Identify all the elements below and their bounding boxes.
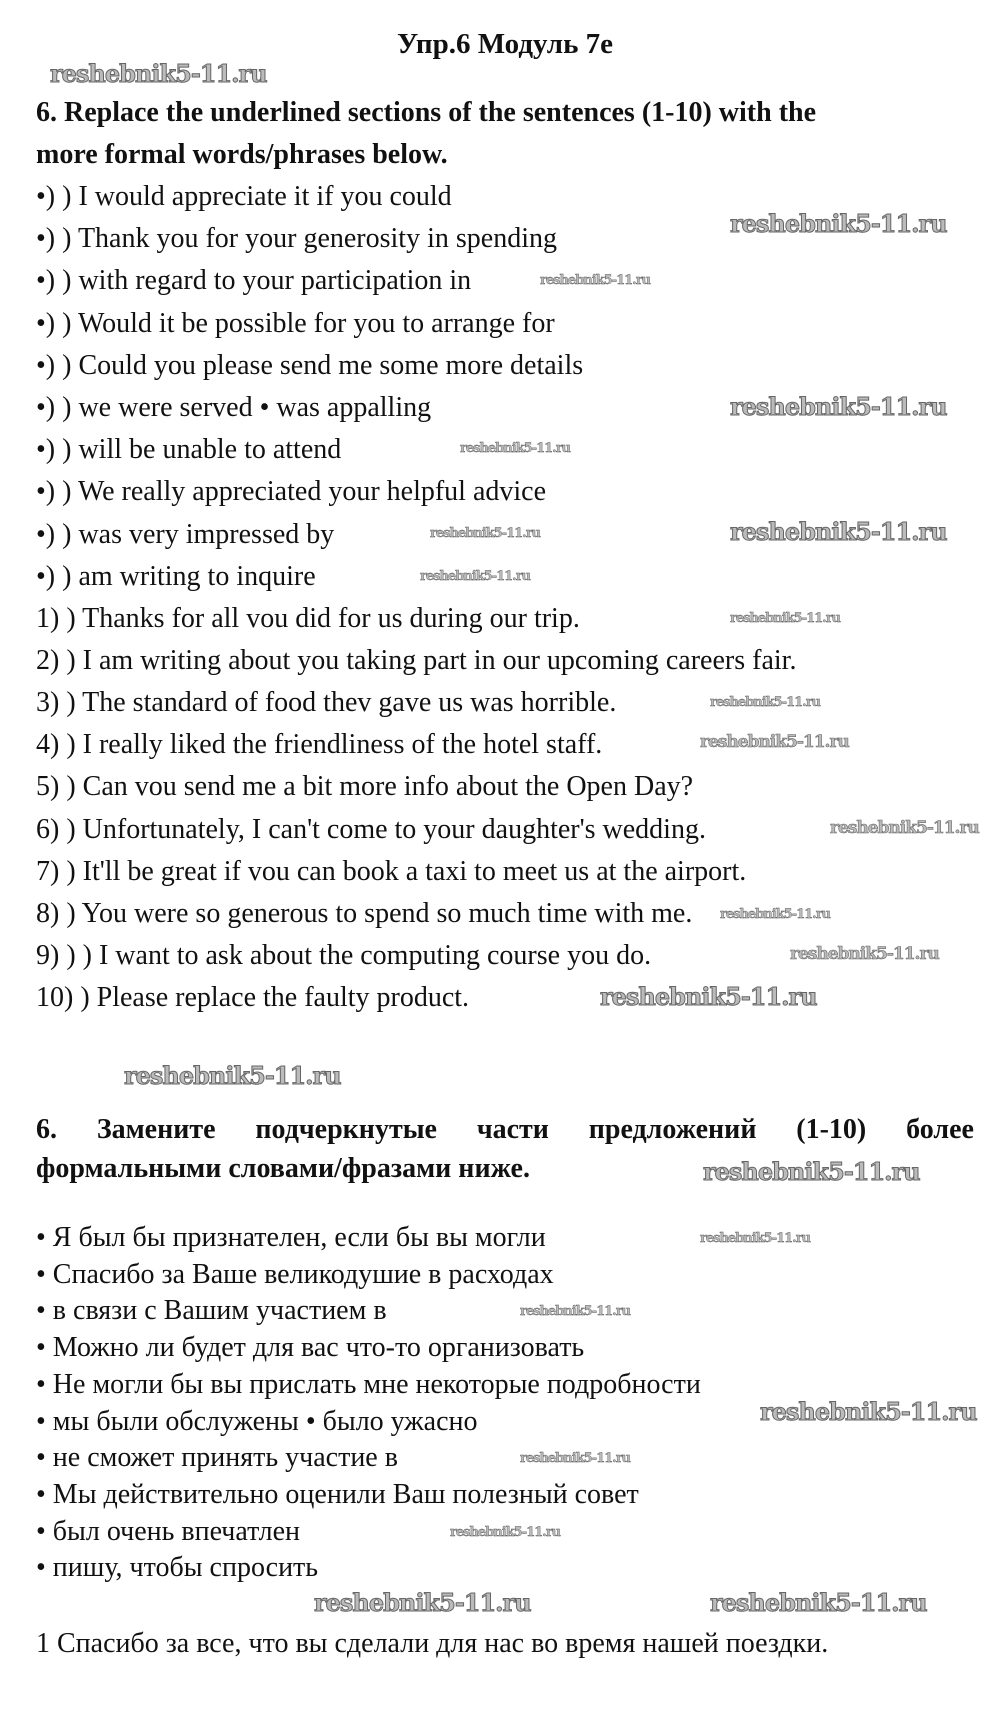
phrase-item-ru: • Не могли бы вы прислать мне некоторые подробности <box>36 1368 701 1400</box>
watermark: reshebnik5-11.ru <box>124 1061 341 1090</box>
watermark: reshebnik5-11.ru <box>730 392 947 421</box>
watermark: reshebnik5-11.ru <box>600 982 817 1011</box>
phrase-item: •) ) was very impressed by <box>36 518 335 550</box>
heading-word: 6. <box>36 1114 57 1145</box>
watermark: reshebnik5-11.ru <box>730 209 947 238</box>
watermark: reshebnik5-11.ru <box>710 695 821 710</box>
phrase-item: •) ) with regard to your participation in <box>36 265 472 297</box>
page-title: Упр.6 Модуль 7e <box>396 28 614 60</box>
watermark: reshebnik5-11.ru <box>730 611 841 626</box>
heading-word: (1-10) <box>796 1114 867 1145</box>
phrase-item: •) ) Thank you for your generosity in spending <box>36 223 557 255</box>
sentence-item: 9) ) ) I want to ask about the computing course you do. <box>36 939 652 971</box>
heading-word: части <box>476 1114 549 1145</box>
watermark: reshebnik5-11.ru <box>700 1231 811 1246</box>
phrase-item: •) ) will be unable to attend <box>36 434 342 466</box>
watermark: reshebnik5-11.ru <box>720 907 831 922</box>
watermark: reshebnik5-11.ru <box>700 732 849 752</box>
exercise-heading-ru-line1 <box>36 1110 974 1150</box>
phrase-item: •) ) I would appreciate it if you could <box>36 181 452 212</box>
exercise-heading-en-line2: more formal words/phrases below. <box>36 139 448 170</box>
phrase-item: •) ) am writing to inquire <box>36 560 316 592</box>
watermark: reshebnik5-11.ru <box>520 1451 631 1466</box>
phrase-item: •) ) Would it be possible for you to arrange for <box>36 307 555 339</box>
sentence-item: 7) ) It'll be great if vou can book a taxi to meet us at the airport. <box>36 855 747 887</box>
sentence-item: 3) ) The standard of food thev gave us was horrible. <box>36 687 617 719</box>
phrase-item-ru: • Спасибо за Ваше великодушие в расходах <box>36 1258 554 1290</box>
watermark: reshebnik5-11.ru <box>830 818 979 838</box>
phrase-item: •) ) we were served • was appalling <box>36 392 432 423</box>
sentence-item: 4) ) I really liked the friendliness of the hotel staff. <box>36 729 603 761</box>
phrase-item-ru: • Можно ли будет для вас что-то организовать <box>36 1332 585 1364</box>
translation-sentence-1: 1 Спасибо за все, что вы сделали для нас во время нашей поездки. <box>36 1628 829 1659</box>
phrase-item-ru: • Мы действительно оценили Ваш полезный совет <box>36 1478 639 1510</box>
heading-word: предложений <box>588 1114 757 1145</box>
sentence-item: 2) ) I am writing about you taking part in our upcoming careers fair. <box>36 645 797 677</box>
phrase-item-ru: • пишу, чтобы спросить <box>36 1552 319 1584</box>
sentence-item: 5) ) Can vou send me a bit more info about the Open Day? <box>36 771 694 803</box>
watermark: reshebnik5-11.ru <box>430 526 541 541</box>
phrase-item-ru: • был очень впечатлен <box>36 1515 301 1547</box>
phrase-item: •) ) Could you please send me some more details <box>36 349 584 381</box>
phrase-item-ru: • Я был бы признателен, если бы вы могли <box>36 1222 546 1253</box>
watermark: reshebnik5-11.ru <box>420 569 531 584</box>
watermark: reshebnik5-11.ru <box>730 517 947 546</box>
watermark: reshebnik5-11.ru <box>460 441 571 456</box>
heading-word: подчеркнутые <box>255 1114 437 1145</box>
phrase-item-ru: • не сможет принять участие в <box>36 1442 398 1474</box>
sentence-item: 10) ) Please replace the faulty product. <box>36 981 470 1013</box>
watermark: reshebnik5-11.ru <box>50 59 267 88</box>
watermark: reshebnik5-11.ru <box>710 1588 927 1617</box>
phrase-item-ru: • в связи с Вашим участием в <box>36 1295 387 1327</box>
sentence-item: 8) ) You were so generous to spend so much time with me. <box>36 897 693 929</box>
exercise-heading-ru-line2: формальными словами/фразами ниже. <box>36 1153 530 1184</box>
watermark: reshebnik5-11.ru <box>790 944 939 964</box>
sentence-item: 1) ) Thanks for all vou did for us during our trip. <box>36 603 580 634</box>
watermark: reshebnik5-11.ru <box>540 273 651 288</box>
phrase-item: •) ) We really appreciated your helpful advice <box>36 476 547 508</box>
watermark: reshebnik5-11.ru <box>450 1525 561 1540</box>
watermark: reshebnik5-11.ru <box>314 1588 531 1617</box>
phrase-item-ru: • мы были обслужены • было ужасно <box>36 1405 478 1437</box>
heading-word: более <box>906 1114 974 1145</box>
sentence-item: 6) ) Unfortunately, I can't come to your daughter's wedding. <box>36 813 706 845</box>
heading-word: Замените <box>96 1114 216 1145</box>
exercise-heading-en-line1: 6. Replace the underlined sections of the sentences (1-10) with the <box>36 97 817 128</box>
watermark: reshebnik5-11.ru <box>520 1304 631 1319</box>
watermark: reshebnik5-11.ru <box>703 1157 920 1186</box>
watermark: reshebnik5-11.ru <box>760 1397 977 1426</box>
